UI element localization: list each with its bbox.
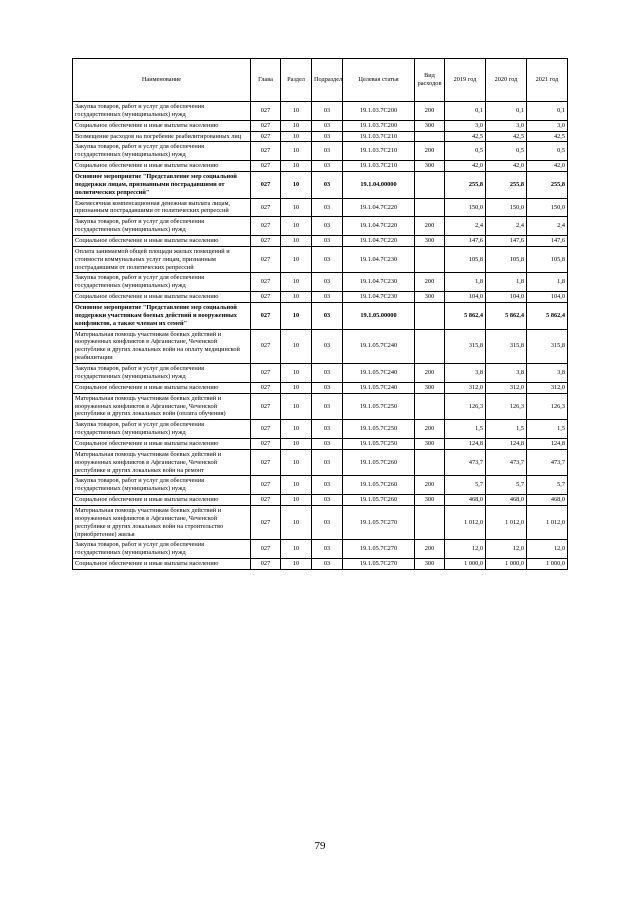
- cell-year-2020: 150,0: [486, 198, 527, 217]
- cell-year-2019: 3,8: [445, 364, 486, 383]
- cell-year-2021: 147,6: [527, 236, 568, 247]
- cell-name: Закупка товаров, работ и услуг для обеспечения государственных (муниципальных) нужд: [73, 540, 251, 559]
- cell-target-article: 19.1.05.7С240: [343, 364, 415, 383]
- cell-name: Основное мероприятие "Представление мер социальной поддержки участникам боевых действий и вооруженных конфликтов, а также членам их семей": [73, 303, 251, 330]
- cell-name: Материальная помощь участникам боевых действий и вооруженных конфликтов в Афганистане, Чеченской республике и других локальных войн на оплату медицинской реабилитации: [73, 329, 251, 363]
- column-header-expense-type: Вид расходов: [415, 59, 445, 102]
- table-row: [73, 198, 568, 217]
- cell-year-2020: 5 862,4: [486, 303, 527, 330]
- cell-expense-type: 200: [415, 102, 445, 121]
- cell-year-2021: 3,8: [527, 364, 568, 383]
- table-row: [73, 131, 568, 142]
- cell-glava: 027: [251, 161, 281, 172]
- cell-target-article: 19.1.04.7С220: [343, 198, 415, 217]
- cell-year-2019: 126,3: [445, 393, 486, 420]
- cell-target-article: 19.1.04.7С230: [343, 246, 415, 273]
- cell-year-2021: 126,3: [527, 393, 568, 420]
- cell-glava: 027: [251, 329, 281, 363]
- cell-podrazdel: 03: [312, 476, 343, 495]
- cell-year-2021: 0,1: [527, 102, 568, 121]
- cell-expense-type: [415, 172, 445, 199]
- cell-year-2019: 255,8: [445, 172, 486, 199]
- cell-target-article: 19.1.04.7С230: [343, 273, 415, 292]
- cell-target-article: 19.1.03.7С210: [343, 131, 415, 142]
- cell-year-2020: 255,8: [486, 172, 527, 199]
- cell-name: Материальная помощь участникам боевых действий и вооруженных конфликтов в Афганистане, Чеченской республике и других локальных войн (оплата обучения): [73, 393, 251, 420]
- column-header-razdel: Раздел: [281, 59, 312, 102]
- cell-target-article: 19.1.05.7С240: [343, 329, 415, 363]
- cell-year-2021: 105,8: [527, 246, 568, 273]
- table-row: [73, 102, 568, 121]
- cell-expense-type: 200: [415, 476, 445, 495]
- cell-name: Закупка товаров, работ и услуг для обеспечения государственных (муниципальных) нужд: [73, 364, 251, 383]
- table-row: [73, 161, 568, 172]
- cell-glava: 027: [251, 364, 281, 383]
- budget-table: [72, 58, 568, 570]
- cell-name: Возмещение расходов на погребение реабилитированных лиц: [73, 131, 251, 142]
- cell-target-article: 19.1.04.7С230: [343, 292, 415, 303]
- table-body: [73, 102, 568, 570]
- cell-expense-type: 200: [415, 420, 445, 439]
- cell-year-2020: 124,8: [486, 438, 527, 449]
- cell-expense-type: 200: [415, 217, 445, 236]
- cell-year-2020: 42,0: [486, 161, 527, 172]
- cell-year-2020: 147,6: [486, 236, 527, 247]
- cell-target-article: 19.1.05.7С260: [343, 476, 415, 495]
- table-row: [73, 449, 568, 476]
- cell-podrazdel: 03: [312, 236, 343, 247]
- page-number: 79: [314, 840, 326, 852]
- cell-expense-type: [415, 198, 445, 217]
- cell-razdel: 10: [281, 540, 312, 559]
- cell-glava: 027: [251, 540, 281, 559]
- cell-target-article: 19.1.03.7С210: [343, 161, 415, 172]
- cell-name: Материальная помощь участникам боевых действий и вооруженных конфликтов в Афганистане, Чеченской республике и других локальных войн на ремонт: [73, 449, 251, 476]
- table-header-row: [73, 59, 568, 102]
- cell-glava: 027: [251, 236, 281, 247]
- table-row: [73, 505, 568, 539]
- cell-glava: 027: [251, 217, 281, 236]
- cell-year-2021: 0,5: [527, 142, 568, 161]
- cell-razdel: 10: [281, 329, 312, 363]
- cell-name: Закупка товаров, работ и услуг для обеспечения государственных (муниципальных) нужд: [73, 102, 251, 121]
- cell-podrazdel: 03: [312, 273, 343, 292]
- cell-year-2020: 126,3: [486, 393, 527, 420]
- cell-year-2021: 5 862,4: [527, 303, 568, 330]
- cell-year-2020: 3,0: [486, 120, 527, 131]
- cell-year-2019: 12,0: [445, 540, 486, 559]
- cell-razdel: 10: [281, 246, 312, 273]
- cell-year-2020: 473,7: [486, 449, 527, 476]
- cell-razdel: 10: [281, 120, 312, 131]
- cell-target-article: 19.1.03.7С210: [343, 142, 415, 161]
- cell-razdel: 10: [281, 559, 312, 570]
- cell-year-2019: 42,0: [445, 161, 486, 172]
- cell-razdel: 10: [281, 102, 312, 121]
- cell-razdel: 10: [281, 161, 312, 172]
- table-row: [73, 172, 568, 199]
- cell-razdel: 10: [281, 476, 312, 495]
- cell-name: Социальное обеспечение и иные выплаты населению: [73, 495, 251, 506]
- cell-year-2020: 2,4: [486, 217, 527, 236]
- table-row: [73, 364, 568, 383]
- table-row: [73, 393, 568, 420]
- cell-year-2019: 105,8: [445, 246, 486, 273]
- table-row: [73, 217, 568, 236]
- cell-razdel: 10: [281, 131, 312, 142]
- cell-glava: 027: [251, 438, 281, 449]
- cell-glava: 027: [251, 476, 281, 495]
- cell-glava: 027: [251, 382, 281, 393]
- cell-razdel: 10: [281, 505, 312, 539]
- cell-target-article: 19.1.05.7С240: [343, 382, 415, 393]
- table-row: [73, 495, 568, 506]
- cell-razdel: 10: [281, 382, 312, 393]
- cell-year-2020: 12,0: [486, 540, 527, 559]
- cell-expense-type: 300: [415, 236, 445, 247]
- cell-target-article: 19.1.05.7С260: [343, 449, 415, 476]
- cell-year-2021: 2,4: [527, 217, 568, 236]
- cell-year-2021: 12,0: [527, 540, 568, 559]
- cell-year-2020: 104,0: [486, 292, 527, 303]
- table-row: [73, 246, 568, 273]
- cell-expense-type: 200: [415, 273, 445, 292]
- cell-year-2019: 104,0: [445, 292, 486, 303]
- cell-year-2020: 0,1: [486, 102, 527, 121]
- cell-name: Социальное обеспечение и иные выплаты населению: [73, 292, 251, 303]
- cell-target-article: 19.1.05.7С270: [343, 559, 415, 570]
- cell-year-2020: 1 000,0: [486, 559, 527, 570]
- cell-year-2019: 2,4: [445, 217, 486, 236]
- cell-razdel: 10: [281, 303, 312, 330]
- cell-name: Социальное обеспечение и иные выплаты населению: [73, 382, 251, 393]
- cell-glava: 027: [251, 172, 281, 199]
- cell-target-article: 19.1.05.7С270: [343, 540, 415, 559]
- cell-year-2021: 104,0: [527, 292, 568, 303]
- cell-year-2019: 315,8: [445, 329, 486, 363]
- cell-year-2021: 312,0: [527, 382, 568, 393]
- cell-year-2019: 0,1: [445, 102, 486, 121]
- cell-podrazdel: 03: [312, 505, 343, 539]
- cell-expense-type: 300: [415, 495, 445, 506]
- cell-glava: 027: [251, 131, 281, 142]
- cell-year-2019: 1,8: [445, 273, 486, 292]
- cell-razdel: 10: [281, 364, 312, 383]
- cell-glava: 027: [251, 393, 281, 420]
- cell-year-2020: 468,0: [486, 495, 527, 506]
- cell-expense-type: 200: [415, 364, 445, 383]
- cell-year-2020: 1,8: [486, 273, 527, 292]
- cell-glava: 027: [251, 420, 281, 439]
- cell-podrazdel: 03: [312, 198, 343, 217]
- cell-year-2021: 473,7: [527, 449, 568, 476]
- table-row: [73, 420, 568, 439]
- cell-name: Социальное обеспечение и иные выплаты населению: [73, 236, 251, 247]
- cell-year-2019: 5 862,4: [445, 303, 486, 330]
- cell-podrazdel: 03: [312, 540, 343, 559]
- cell-razdel: 10: [281, 438, 312, 449]
- cell-year-2021: 124,8: [527, 438, 568, 449]
- table-head: [73, 59, 568, 102]
- cell-podrazdel: 03: [312, 161, 343, 172]
- column-header-podrazdel: Подраздел: [312, 59, 343, 102]
- table-row: [73, 559, 568, 570]
- cell-year-2021: 42,5: [527, 131, 568, 142]
- cell-year-2020: 312,0: [486, 382, 527, 393]
- cell-name: Закупка товаров, работ и услуг для обеспечения государственных (муниципальных) нужд: [73, 273, 251, 292]
- cell-podrazdel: 03: [312, 172, 343, 199]
- cell-expense-type: 300: [415, 120, 445, 131]
- cell-glava: 027: [251, 495, 281, 506]
- cell-glava: 027: [251, 120, 281, 131]
- cell-target-article: 19.1.04.00000: [343, 172, 415, 199]
- cell-target-article: 19.1.05.7С260: [343, 495, 415, 506]
- cell-podrazdel: 03: [312, 246, 343, 273]
- column-header-year-2021: 2021 год: [527, 59, 568, 102]
- table-row: [73, 329, 568, 363]
- cell-year-2020: 3,8: [486, 364, 527, 383]
- cell-year-2019: 1 012,0: [445, 505, 486, 539]
- cell-expense-type: 300: [415, 438, 445, 449]
- cell-target-article: 19.1.03.7С200: [343, 102, 415, 121]
- cell-name: Социальное обеспечение и иные выплаты населению: [73, 559, 251, 570]
- cell-expense-type: 300: [415, 292, 445, 303]
- cell-glava: 027: [251, 505, 281, 539]
- table-row: [73, 273, 568, 292]
- cell-target-article: 19.1.04.7С220: [343, 217, 415, 236]
- cell-name: Социальное обеспечение и иные выплаты населению: [73, 120, 251, 131]
- cell-razdel: 10: [281, 420, 312, 439]
- cell-podrazdel: 03: [312, 438, 343, 449]
- cell-expense-type: 300: [415, 559, 445, 570]
- cell-podrazdel: 03: [312, 495, 343, 506]
- cell-name: Социальное обеспечение и иные выплаты населению: [73, 438, 251, 449]
- cell-year-2020: 105,8: [486, 246, 527, 273]
- cell-target-article: 19.1.05.7С270: [343, 505, 415, 539]
- cell-expense-type: 300: [415, 161, 445, 172]
- cell-name: Материальная помощь участникам боевых действий и вооруженных конфликтов в Афганистане, Чеченской республике и других локальных войн на строительство (приобретение) жилья: [73, 505, 251, 539]
- cell-name: Закупка товаров, работ и услуг для обеспечения государственных (муниципальных) нужд: [73, 217, 251, 236]
- column-header-glava: Глава: [251, 59, 281, 102]
- cell-year-2021: 3,0: [527, 120, 568, 131]
- cell-glava: 027: [251, 292, 281, 303]
- cell-glava: 027: [251, 102, 281, 121]
- cell-name: Ежемесячная компенсационная денежная выплата лицам, признанным пострадавшими от политических репрессий: [73, 198, 251, 217]
- cell-podrazdel: 03: [312, 102, 343, 121]
- cell-year-2019: 312,0: [445, 382, 486, 393]
- cell-year-2019: 3,0: [445, 120, 486, 131]
- cell-razdel: 10: [281, 273, 312, 292]
- cell-razdel: 10: [281, 198, 312, 217]
- cell-glava: 027: [251, 273, 281, 292]
- cell-expense-type: [415, 246, 445, 273]
- cell-year-2019: 5,7: [445, 476, 486, 495]
- column-header-year-2020: 2020 год: [486, 59, 527, 102]
- cell-podrazdel: 03: [312, 559, 343, 570]
- cell-razdel: 10: [281, 142, 312, 161]
- cell-razdel: 10: [281, 217, 312, 236]
- cell-expense-type: [415, 505, 445, 539]
- cell-expense-type: 200: [415, 142, 445, 161]
- table-row: [73, 292, 568, 303]
- cell-podrazdel: 03: [312, 364, 343, 383]
- cell-name: Основное мероприятие "Представление мер социальной поддержки лицам, признанными пострадавшими от политических репрессий": [73, 172, 251, 199]
- cell-year-2021: 1 012,0: [527, 505, 568, 539]
- cell-glava: 027: [251, 303, 281, 330]
- cell-year-2021: 315,8: [527, 329, 568, 363]
- cell-year-2019: 150,0: [445, 198, 486, 217]
- table-row: [73, 476, 568, 495]
- table-row: [73, 540, 568, 559]
- table-row: [73, 236, 568, 247]
- cell-glava: 027: [251, 142, 281, 161]
- cell-razdel: 10: [281, 292, 312, 303]
- table-row: [73, 303, 568, 330]
- column-header-year-2019: 2019 год: [445, 59, 486, 102]
- cell-year-2019: 147,6: [445, 236, 486, 247]
- cell-podrazdel: 03: [312, 382, 343, 393]
- cell-year-2021: 150,0: [527, 198, 568, 217]
- cell-year-2020: 42,5: [486, 131, 527, 142]
- cell-podrazdel: 03: [312, 292, 343, 303]
- cell-podrazdel: 03: [312, 393, 343, 420]
- cell-name: Закупка товаров, работ и услуг для обеспечения государственных (муниципальных) нужд: [73, 142, 251, 161]
- cell-expense-type: [415, 131, 445, 142]
- cell-year-2019: 473,7: [445, 449, 486, 476]
- cell-target-article: 19.1.05.00000: [343, 303, 415, 330]
- table-row: [73, 142, 568, 161]
- cell-year-2019: 124,8: [445, 438, 486, 449]
- cell-razdel: 10: [281, 172, 312, 199]
- cell-target-article: 19.1.05.7С250: [343, 393, 415, 420]
- cell-name: Оплата занимаемой общей площади жилых помещений и стоимости коммунальных услуг лицам, признанным пострадавшими от политических репрессий: [73, 246, 251, 273]
- column-header-name: Наименование: [73, 59, 251, 102]
- cell-year-2020: 5,7: [486, 476, 527, 495]
- cell-year-2021: 5,7: [527, 476, 568, 495]
- cell-podrazdel: 03: [312, 449, 343, 476]
- cell-year-2019: 0,5: [445, 142, 486, 161]
- cell-podrazdel: 03: [312, 120, 343, 131]
- cell-razdel: 10: [281, 393, 312, 420]
- cell-podrazdel: 03: [312, 420, 343, 439]
- cell-name: Закупка товаров, работ и услуг для обеспечения государственных (муниципальных) нужд: [73, 420, 251, 439]
- cell-target-article: 19.1.03.7С200: [343, 120, 415, 131]
- page-content: [72, 58, 568, 570]
- cell-expense-type: 200: [415, 540, 445, 559]
- cell-year-2020: 1,5: [486, 420, 527, 439]
- cell-year-2021: 1 000,0: [527, 559, 568, 570]
- cell-target-article: 19.1.05.7С250: [343, 438, 415, 449]
- cell-razdel: 10: [281, 449, 312, 476]
- cell-podrazdel: 03: [312, 217, 343, 236]
- cell-year-2020: 1 012,0: [486, 505, 527, 539]
- cell-expense-type: [415, 303, 445, 330]
- cell-year-2021: 42,0: [527, 161, 568, 172]
- cell-year-2019: 1,5: [445, 420, 486, 439]
- cell-expense-type: [415, 393, 445, 420]
- cell-razdel: 10: [281, 236, 312, 247]
- cell-year-2021: 255,8: [527, 172, 568, 199]
- table-row: [73, 382, 568, 393]
- cell-year-2020: 0,5: [486, 142, 527, 161]
- cell-podrazdel: 03: [312, 142, 343, 161]
- column-header-target-article: Целевая статья: [343, 59, 415, 102]
- cell-target-article: 19.1.04.7С220: [343, 236, 415, 247]
- cell-name: Закупка товаров, работ и услуг для обеспечения государственных (муниципальных) нужд: [73, 476, 251, 495]
- cell-expense-type: [415, 329, 445, 363]
- cell-podrazdel: 03: [312, 131, 343, 142]
- cell-glava: 027: [251, 449, 281, 476]
- cell-year-2020: 315,8: [486, 329, 527, 363]
- cell-razdel: 10: [281, 495, 312, 506]
- cell-year-2021: 1,8: [527, 273, 568, 292]
- cell-year-2019: 1 000,0: [445, 559, 486, 570]
- cell-name: Социальное обеспечение и иные выплаты населению: [73, 161, 251, 172]
- cell-glava: 027: [251, 198, 281, 217]
- cell-expense-type: [415, 449, 445, 476]
- cell-podrazdel: 03: [312, 329, 343, 363]
- table-row: [73, 438, 568, 449]
- cell-target-article: 19.1.05.7С250: [343, 420, 415, 439]
- cell-podrazdel: 03: [312, 303, 343, 330]
- table-row: [73, 120, 568, 131]
- cell-glava: 027: [251, 246, 281, 273]
- cell-expense-type: 300: [415, 382, 445, 393]
- cell-year-2021: 468,0: [527, 495, 568, 506]
- cell-year-2021: 1,5: [527, 420, 568, 439]
- cell-year-2019: 42,5: [445, 131, 486, 142]
- cell-year-2019: 468,0: [445, 495, 486, 506]
- cell-glava: 027: [251, 559, 281, 570]
